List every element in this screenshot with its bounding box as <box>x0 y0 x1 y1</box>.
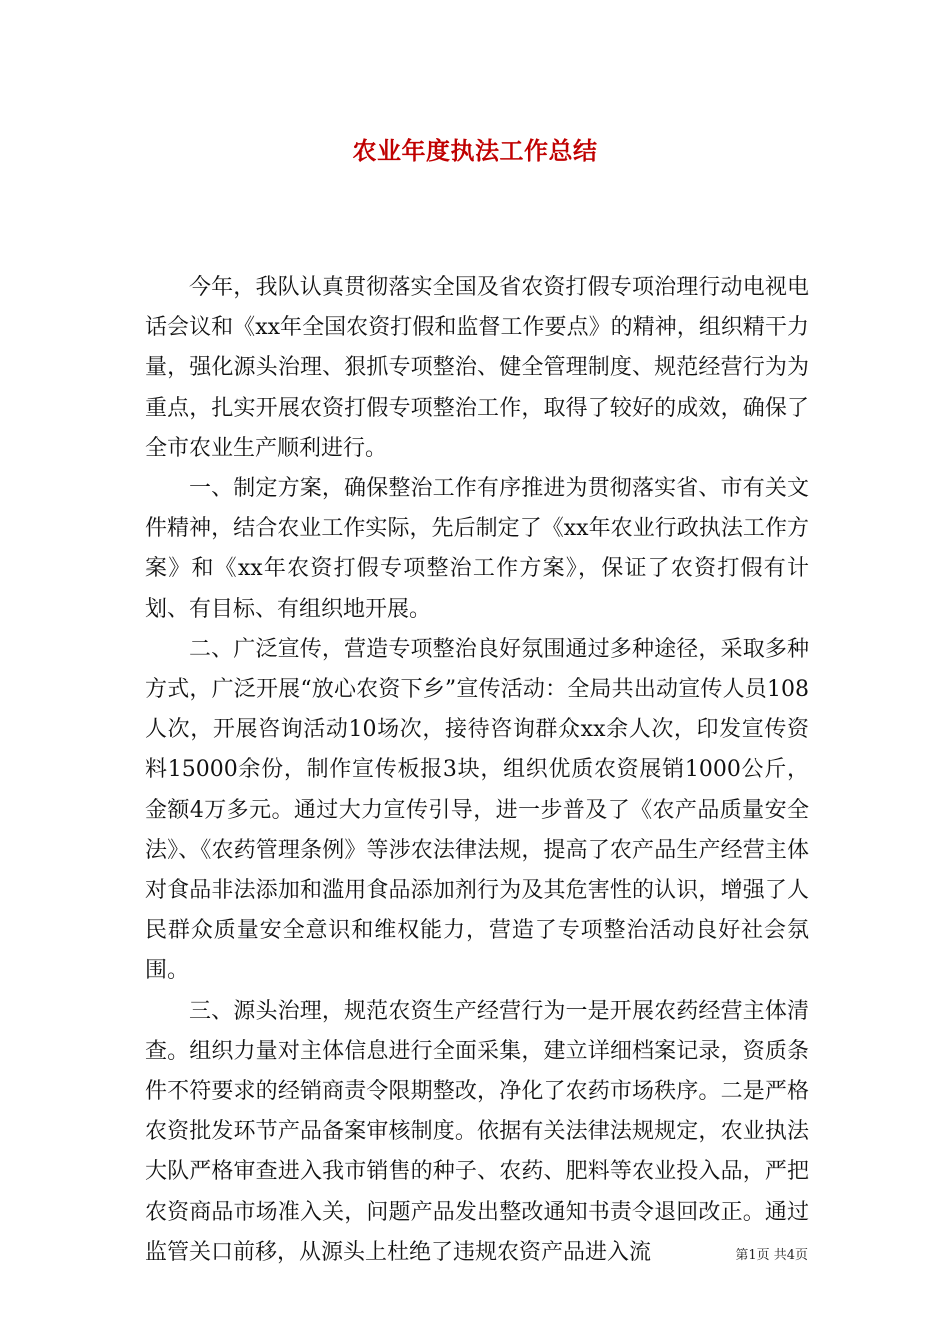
paragraph-intro: 今年，我队认真贯彻落实全国及省农资打假专项治理行动电视电话会议和《xx年全国农资打假和监督工作要点》的精神，组织精干力量，强化源头治理、狠抓专项整治、健全管理制度、规范经营行为为重点，扎实开展农资打假专项整治工作，取得了较好的成效，确保了全市农业生产顺利进行。 <box>145 275 809 461</box>
paragraph-section-3: 三、源头治理，规范农资生产经营行为一是开展农药经营主体清查。组织力量对主体信息进行全面采集，建立详细档案记录，资质条件不符要求的经销商责令限期整改，净化了农药市场秩序。二是严格农资批发环节产品备案审核制度。依据有关法律法规规定，农业执法大队严格审查进入我市销售的种子、农药、肥料等农业投入品，严把农资商品市场准入关，问题产品发出整改通知书责令退回改正。通过监管关口前移，从源头上杜绝了违规农资产品进入流 <box>145 998 809 1265</box>
document-title: 农业年度执法工作总结 <box>352 136 598 165</box>
page-number: 第1页 共4页 <box>735 1248 808 1263</box>
paragraph-section-1: 一、制定方案，确保整治工作有序推进为贯彻落实省、市有关文件精神，结合农业工作实际，先后制定了《xx年农业行政执法工作方案》和《xx年农资打假专项整治工作方案》，保证了农资打假有计划、有目标、有组织地开展。 <box>145 476 809 622</box>
document-body <box>145 268 809 1273</box>
paragraph-section-2: 二、广泛宣传，营造专项整治良好氛围通过多种途径，采取多种方式，广泛开展“放心农资下乡”宣传活动：全局共出动宣传人员108人次，开展咨询活动10场次，接待咨询群众xx余人次，印发宣传资料15000余份，制作宣传板报3块，组织优质农资展销1000公斤，金额4万多元。通过大力宣传引导，进一步普及了《农产品质量安全法》、《农药管理条例》等涉农法律法规，提高了农产品生产经营主体对食品非法添加和滥用食品添加剂行为及其危害性的认识，增强了人民群众质量安全意识和维权能力，营造了专项整治活动良好社会氛围。 <box>145 636 809 984</box>
